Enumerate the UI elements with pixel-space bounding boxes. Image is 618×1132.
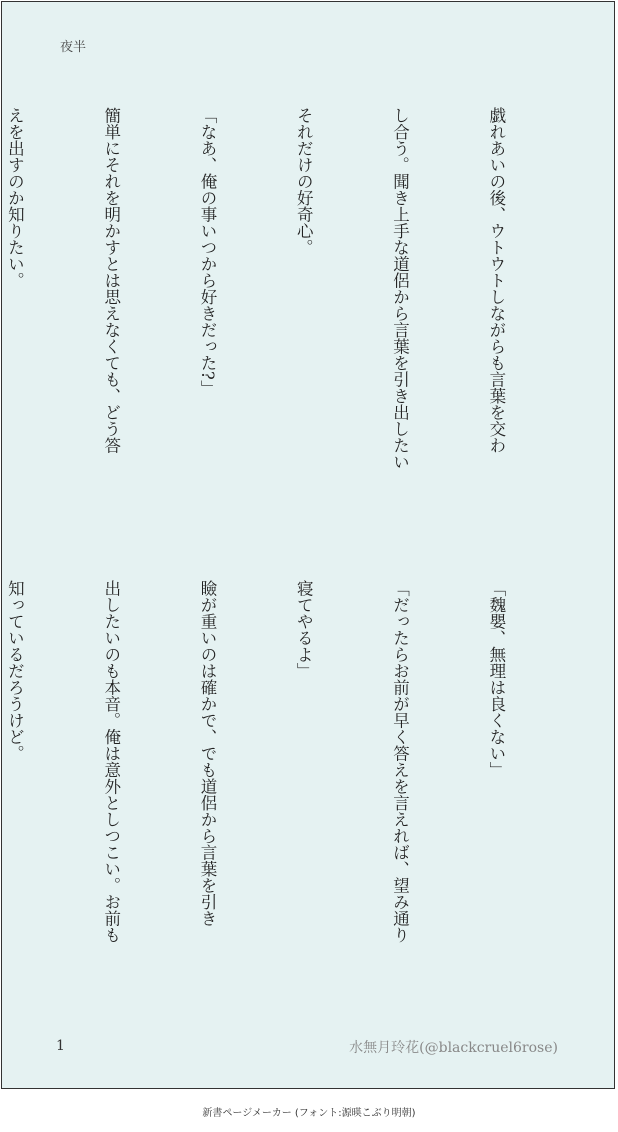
text-line: 「魏嬰、無理は良くない」 [486, 580, 506, 778]
book-page [1, 1, 615, 1089]
text-line: 「なあ、俺の事いつから好きだった?」 [197, 107, 217, 397]
author-credit: 水無月玲花(@blackcruel6rose) [349, 1040, 558, 1056]
text-line: えを出すのか知りたい。 [5, 107, 25, 289]
text-line: 「だったらお前が早く答えを言えれば、望み通り [390, 580, 410, 943]
text-block-bottom [0, 580, 576, 990]
text-line: 簡単にそれを明かすとは思えなくても、どう答 [101, 107, 121, 454]
text-line: 出したいのも本音。俺は意外としつこい。お前も [101, 580, 121, 943]
text-line: それだけの好奇心。 [294, 107, 314, 256]
text-line: し合う。聞き上手な道侶から言葉を引き出したい [390, 107, 410, 470]
text-line: 知っているだろうけど。 [5, 580, 25, 762]
page-number: 1 [56, 1038, 65, 1054]
text-line: 寝てやるよ」 [294, 580, 314, 679]
generator-credit: 新書ページメーカー (フォント:源暎こぶり明朝) [202, 1108, 416, 1119]
text-block-top [0, 107, 576, 517]
text-line: 戯れあいの後、ウトウトしながらも言葉を交わ [486, 107, 506, 454]
text-line: 瞼が重いのは確かで、でも道侶から言葉を引き [197, 580, 217, 927]
chapter-title: 夜半 [60, 40, 87, 55]
